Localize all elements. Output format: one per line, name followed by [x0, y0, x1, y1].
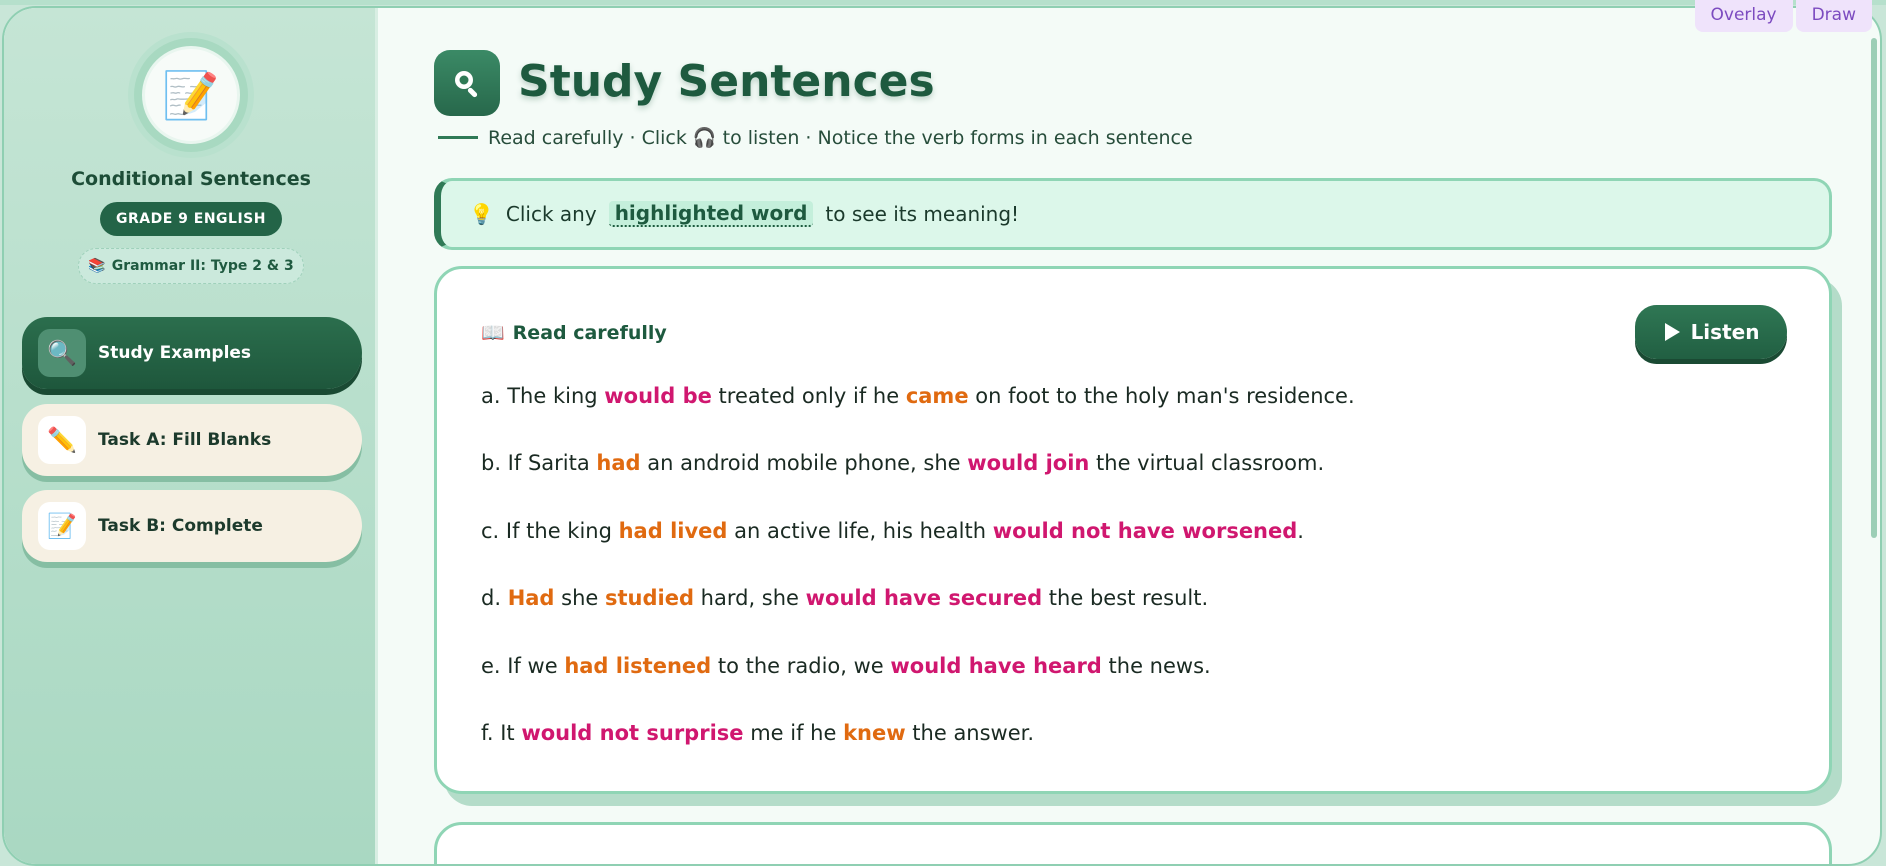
highlighted-past-verb[interactable]: studied [605, 586, 694, 611]
overlay-tabs [1695, 0, 1873, 32]
nav-label: Task B: Complete [98, 516, 263, 536]
sidebar [4, 8, 378, 864]
sentence-text: f. It [481, 720, 522, 745]
topic-label: Grammar II: Type 2 & 3 [111, 258, 294, 274]
main-content [432, 8, 1880, 864]
highlighted-modal-verb[interactable]: would be [604, 384, 712, 408]
memo-icon: 📝 [38, 502, 86, 550]
sentence-text: e. If we [481, 653, 565, 678]
sentence-f [481, 718, 1355, 785]
sentence-d [481, 583, 1355, 650]
notepad-pencil-icon: 📝 [142, 46, 240, 144]
logo-ring [134, 38, 248, 152]
highlighted-modal-verb[interactable]: would have heard [890, 653, 1102, 678]
nav-study-examples[interactable] [22, 317, 362, 389]
draw-tab[interactable]: Draw [1796, 0, 1872, 32]
sentence-text: hard, she [694, 586, 806, 611]
overlay-tab[interactable]: Overlay [1695, 0, 1793, 32]
sentence-text: c. If the king [481, 518, 619, 543]
sentences-card [434, 266, 1832, 794]
sentence-text: b. If Sarita [481, 451, 597, 476]
highlighted-modal-verb[interactable]: would not surprise [521, 720, 744, 745]
tip-text-before: Click any [505, 202, 597, 226]
sentence-text: an active life, his health [727, 518, 993, 543]
card-heading-text: Read carefully [512, 321, 667, 344]
highlighted-modal-verb[interactable]: would have secured [805, 586, 1043, 611]
tip-banner [434, 178, 1832, 250]
subtitle-text: Read carefully · Click 🎧 to listen · Notice the verb forms in each sentence [488, 127, 1193, 149]
sentence-text: the best result. [1042, 586, 1209, 611]
nav-label: Study Examples [98, 343, 252, 363]
nav-task-b[interactable] [22, 490, 362, 562]
card-heading [481, 321, 667, 344]
sentence-text: d. [481, 586, 508, 611]
highlighted-modal-verb[interactable]: would not have worsened [992, 518, 1298, 543]
sentence-text: the news. [1101, 653, 1211, 678]
lightbulb-icon: 💡 [469, 202, 494, 226]
next-card [434, 822, 1832, 866]
sentence-text: on foot to the holy man's residence. [968, 384, 1355, 408]
highlighted-past-verb[interactable]: had listened [564, 653, 712, 678]
sentence-text: treated only if he [711, 384, 906, 408]
subtitle-rule [438, 136, 478, 139]
grade-badge: GRADE 9 ENGLISH [100, 202, 282, 236]
topic-badge [78, 248, 304, 284]
page-subtitle [438, 126, 1193, 149]
nav-task-a[interactable] [22, 404, 362, 476]
highlighted-past-verb[interactable]: had lived [618, 518, 728, 543]
highlighted-past-verb[interactable]: knew [843, 720, 906, 745]
magnifier-icon: 🔍 [38, 329, 86, 377]
highlighted-past-verb[interactable]: had [596, 451, 641, 476]
sentence-list [481, 381, 1355, 785]
search-icon [434, 50, 500, 116]
sentence-text: to the radio, we [711, 653, 891, 678]
sentence-e [481, 651, 1355, 718]
listen-button[interactable] [1635, 305, 1787, 359]
sentence-text: me if he [743, 720, 844, 745]
tip-text-after: to see its meaning! [825, 202, 1020, 226]
sentence-a [481, 381, 1355, 448]
page-title: Study Sentences [518, 56, 935, 107]
sentence-text: a. The king [481, 384, 605, 408]
sentence-text: an android mobile phone, she [640, 451, 968, 476]
highlighted-past-verb[interactable]: came [905, 384, 969, 408]
nav-label: Task A: Fill Blanks [98, 430, 272, 450]
books-icon: 📚 [88, 258, 106, 274]
open-book-icon: 📖 [481, 322, 505, 344]
top-strip [0, 0, 1886, 5]
app-title: Conditional Sentences [71, 168, 311, 190]
sentence-text: she [554, 586, 605, 611]
tip-highlight-example: highlighted word [609, 201, 814, 227]
sentence-b [481, 448, 1355, 515]
listen-label: Listen [1690, 320, 1760, 344]
play-icon [1663, 322, 1681, 342]
pencil-icon: ✏️ [38, 416, 86, 464]
sentence-text: . [1297, 518, 1304, 543]
app-window [2, 6, 1882, 866]
sentence-c [481, 516, 1355, 583]
scrollbar[interactable] [1871, 38, 1877, 538]
highlighted-past-verb[interactable]: Had [507, 586, 555, 611]
sentence-text: the virtual classroom. [1089, 451, 1325, 476]
sentence-text: the answer. [905, 720, 1035, 745]
highlighted-modal-verb[interactable]: would join [967, 451, 1090, 476]
